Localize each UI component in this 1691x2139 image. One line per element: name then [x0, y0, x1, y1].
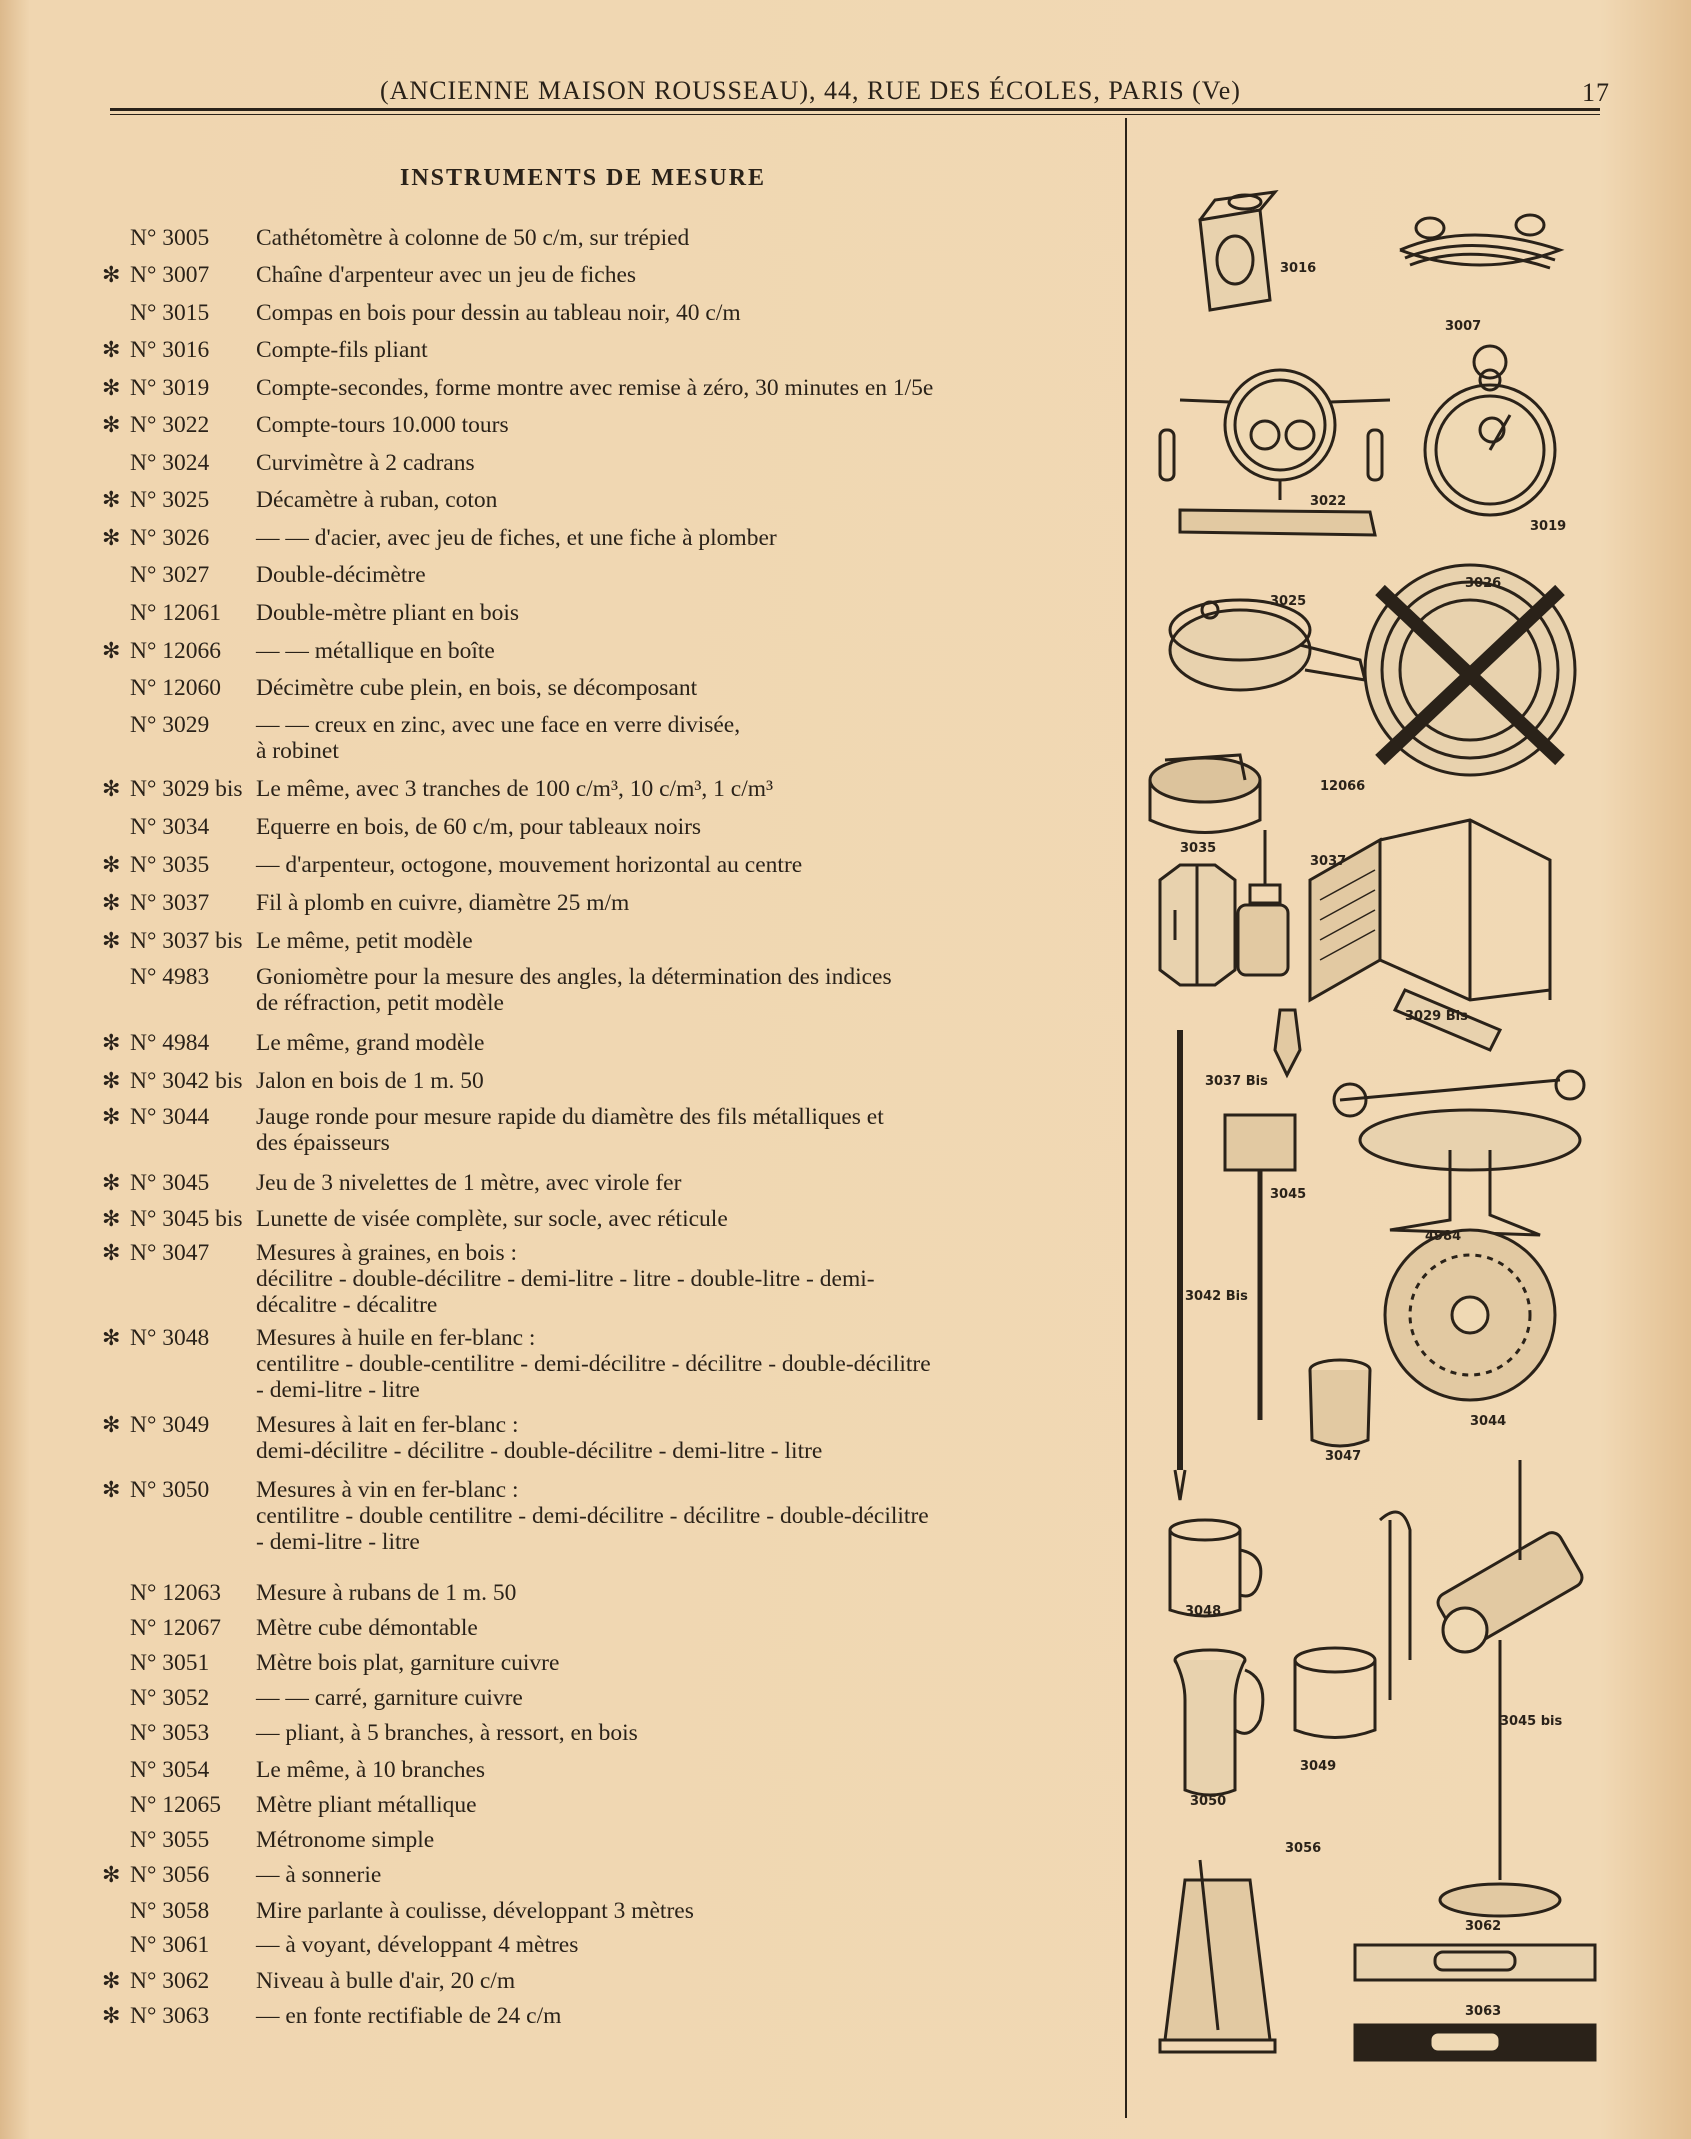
description-line: Compas en bois pour dessin au tableau noir, 40 c/m — [256, 300, 741, 326]
entry-number: N° 3050 — [130, 1477, 210, 1503]
entry-description — [256, 1720, 1106, 1746]
description-line: Chaîne d'arpenteur avec un jeu de fiches — [256, 262, 637, 288]
entry-description — [256, 487, 1106, 513]
decametre-coton-illustration — [1170, 600, 1365, 690]
fig-3016: 3016 — [1280, 261, 1317, 276]
entry-number: N° 3052 — [130, 1685, 210, 1711]
description-line: Mètre bois plat, garniture cuivre — [256, 1650, 560, 1676]
description-line: — en fonte rectifiable de 24 c/m — [256, 2003, 562, 2029]
description-line: — — d'acier, avec jeu de fiches, et une fiche à plomber — [256, 525, 777, 551]
entry-number: N° 3042 bis — [130, 1068, 243, 1094]
description-line: Métronome simple — [256, 1827, 435, 1853]
fig-3026: 3026 — [1465, 576, 1502, 591]
fig-3029bis: 3029 Bis — [1405, 1009, 1468, 1024]
entry-number: N° 3045 — [130, 1170, 210, 1196]
description-line: — à voyant, développant 4 mètres — [256, 1932, 579, 1958]
fig-3062: 3062 — [1465, 1919, 1502, 1934]
entry-number: N° 3047 — [130, 1240, 210, 1266]
description-line: — — métallique en boîte — [256, 638, 495, 664]
entry-description — [256, 525, 1106, 551]
decametre-acier-illustration — [1365, 565, 1575, 775]
description-line: Niveau à bulle d'air, 20 c/m — [256, 1968, 516, 1994]
star-marker: ✻ — [102, 1968, 121, 1993]
header-rule — [110, 108, 1600, 111]
equerre-octogone-illustration — [1160, 865, 1235, 985]
entry-description — [256, 450, 1106, 476]
entry-description — [256, 1068, 1106, 1094]
niveau-fonte-illustration — [1355, 2025, 1595, 2060]
fig-3047: 3047 — [1325, 1449, 1362, 1464]
lunette-visee-illustration — [1434, 1460, 1585, 1916]
star-marker: ✻ — [102, 1477, 121, 1502]
entry-description — [256, 300, 1106, 326]
star-marker: ✻ — [102, 1068, 121, 1093]
entry-description — [256, 1412, 1106, 1464]
entry-description — [256, 262, 1106, 288]
description-line: Décimètre cube plein, en bois, se décomposant — [256, 675, 698, 701]
entry-number: N° 3027 — [130, 562, 210, 588]
fig-3063: 3063 — [1465, 2004, 1502, 2019]
entry-description — [256, 337, 1106, 363]
fig-3042bis: 3042 Bis — [1185, 1289, 1248, 1304]
description-line: de réfraction, petit modèle — [256, 990, 504, 1016]
description-line: Fil à plomb en cuivre, diamètre 25 m/m — [256, 890, 630, 916]
entry-description — [256, 1240, 1106, 1318]
entry-description — [256, 1932, 1106, 1958]
description-line: Double-décimètre — [256, 562, 426, 588]
star-marker: ✻ — [102, 1030, 121, 1055]
fig-3037bis: 3037 Bis — [1205, 1074, 1268, 1089]
description-line: Le même, à 10 branches — [256, 1757, 486, 1783]
entry-number: N° 3026 — [130, 525, 210, 551]
entry-number: N° 3025 — [130, 487, 210, 513]
entry-number: N° 3037 bis — [130, 928, 243, 954]
entry-number: N° 3029 — [130, 712, 210, 738]
fil-plomb-petit-illustration — [1275, 1010, 1300, 1075]
entry-description — [256, 1862, 1106, 1888]
entry-number: N° 3029 bis — [130, 776, 243, 802]
star-marker: ✻ — [102, 1325, 121, 1350]
entry-number: N° 3015 — [130, 300, 210, 326]
description-line: Compte-fils pliant — [256, 337, 428, 363]
fig-3019: 3019 — [1530, 519, 1567, 534]
entry-number: N° 12066 — [130, 638, 221, 664]
star-marker: ✻ — [102, 375, 121, 400]
entry-number: N° 12060 — [130, 675, 221, 701]
fig-3049: 3049 — [1300, 1759, 1337, 1774]
nivelette-illustration — [1225, 1115, 1295, 1420]
star-marker: ✻ — [102, 1412, 121, 1437]
entry-description — [256, 928, 1106, 954]
description-line: Compte-tours 10.000 tours — [256, 412, 509, 438]
description-line: Double-mètre pliant en bois — [256, 600, 519, 626]
star-marker: ✻ — [102, 890, 121, 915]
jauge-illustration — [1385, 1230, 1555, 1400]
entry-number: N° 3044 — [130, 1104, 210, 1130]
compte-tours-illustration — [1160, 370, 1390, 535]
description-line: décilitre - double-décilitre - demi-litre - litre - double-litre - demi- — [256, 1266, 875, 1292]
description-line: Jeu de 3 nivelettes de 1 mètre, avec virole fer — [256, 1170, 682, 1196]
entry-description — [256, 1580, 1106, 1606]
entry-description — [256, 675, 1106, 701]
description-line: Mesures à vin en fer-blanc : — [256, 1477, 519, 1503]
description-line: Mire parlante à coulisse, développant 3 mètres — [256, 1898, 694, 1924]
goniometre-illustration — [1334, 1071, 1584, 1235]
description-line: Mètre pliant métallique — [256, 1792, 477, 1818]
description-line: — — carré, garniture cuivre — [256, 1685, 523, 1711]
niveau-bulle-illustration — [1355, 1945, 1595, 1980]
entry-description — [256, 2003, 1106, 2029]
description-line: demi-décilitre - décilitre - double-décilitre - demi-litre - litre — [256, 1438, 823, 1464]
fig-3022: 3022 — [1310, 494, 1347, 509]
star-marker: ✻ — [102, 525, 121, 550]
entry-number: N° 12063 — [130, 1580, 221, 1606]
section-title: INSTRUMENTS DE MESURE — [400, 165, 767, 191]
description-line: — à sonnerie — [256, 1862, 382, 1888]
entry-number: N° 3019 — [130, 375, 210, 401]
entry-description — [256, 1030, 1106, 1056]
description-line: Le même, avec 3 tranches de 100 c/m³, 10 c/m³, 1 c/m³ — [256, 776, 774, 802]
fig-3007: 3007 — [1445, 319, 1482, 334]
entry-number: N° 3055 — [130, 1827, 210, 1853]
entry-description — [256, 712, 1106, 764]
fil-plomb-illustration — [1238, 830, 1288, 975]
entry-description — [256, 375, 1106, 401]
page-header — [110, 72, 1610, 112]
description-line: Mesures à lait en fer-blanc : — [256, 1412, 519, 1438]
description-line: Décamètre à ruban, coton — [256, 487, 498, 513]
chaine-illustration — [1400, 215, 1560, 268]
metre-boite-illustration — [1150, 755, 1260, 833]
star-marker: ✻ — [102, 852, 121, 877]
header-rule-thin — [110, 114, 1600, 115]
star-marker: ✻ — [102, 1240, 121, 1265]
entry-description — [256, 225, 1106, 251]
fig-12066: 12066 — [1320, 779, 1366, 794]
entry-description — [256, 814, 1106, 840]
star-marker: ✻ — [102, 1206, 121, 1231]
star-marker: ✻ — [102, 2003, 121, 2028]
entry-description — [256, 1477, 1106, 1555]
entry-number: N° 3045 bis — [130, 1206, 243, 1232]
entry-number: N° 3062 — [130, 1968, 210, 1994]
entry-number: N° 3048 — [130, 1325, 210, 1351]
description-line: — — creux en zinc, avec une face en verre divisée, — [256, 712, 741, 738]
star-marker: ✻ — [102, 928, 121, 953]
description-line: - demi-litre - litre — [256, 1377, 420, 1403]
fig-4984: 4984 — [1425, 1229, 1462, 1244]
mesure-huile-illustration — [1170, 1520, 1261, 1616]
star-marker: ✻ — [102, 638, 121, 663]
fig-3050: 3050 — [1190, 1794, 1227, 1809]
mesure-lait-illustration — [1295, 1512, 1410, 1738]
star-marker: ✻ — [102, 412, 121, 437]
entry-number: N° 12061 — [130, 600, 221, 626]
entry-number: N° 3005 — [130, 225, 210, 251]
entry-description — [256, 1325, 1106, 1403]
star-marker: ✻ — [102, 337, 121, 362]
entry-description — [256, 1968, 1106, 1994]
illustrations-column — [1140, 140, 1620, 2120]
star-marker: ✻ — [102, 262, 121, 287]
compte-secondes-illustration — [1425, 346, 1555, 515]
description-line: - demi-litre - litre — [256, 1529, 420, 1555]
description-line: Le même, petit modèle — [256, 928, 473, 954]
entry-description — [256, 1827, 1106, 1853]
fig-3045bis: 3045 bis — [1500, 1714, 1563, 1729]
description-line: centilitre - double-centilitre - demi-décilitre - décilitre - double-décilitre — [256, 1351, 931, 1377]
entry-number: N° 3007 — [130, 262, 210, 288]
entry-number: N° 4983 — [130, 964, 210, 990]
fig-3045: 3045 — [1270, 1187, 1307, 1202]
entry-number: N° 3054 — [130, 1757, 210, 1783]
fig-3035: 3035 — [1180, 841, 1217, 856]
jalon-illustration — [1175, 1030, 1185, 1500]
description-line: décalitre - décalitre — [256, 1292, 438, 1318]
entry-description — [256, 1170, 1106, 1196]
description-line: centilitre - double centilitre - demi-décilitre - décilitre - double-décilitre — [256, 1503, 929, 1529]
entry-description — [256, 600, 1106, 626]
star-marker: ✻ — [102, 1862, 121, 1887]
entry-number: N° 3035 — [130, 852, 210, 878]
entry-description — [256, 1206, 1106, 1232]
entry-number: N° 3022 — [130, 412, 210, 438]
description-line: Le même, grand modèle — [256, 1030, 485, 1056]
fig-3037: 3037 — [1310, 854, 1347, 869]
description-line: Mesures à huile en fer-blanc : — [256, 1325, 536, 1351]
mesure-vin-illustration — [1175, 1650, 1263, 1795]
entry-number: N° 3051 — [130, 1650, 210, 1676]
description-line: Goniomètre pour la mesure des angles, la détermination des indices — [256, 964, 892, 990]
entry-description — [256, 1685, 1106, 1711]
description-line: Jauge ronde pour mesure rapide du diamètre des fils métalliques et — [256, 1104, 884, 1130]
description-line: — pliant, à 5 branches, à ressort, en bois — [256, 1720, 638, 1746]
entry-number: N° 3049 — [130, 1412, 210, 1438]
entry-description — [256, 776, 1106, 802]
entry-number: N° 3063 — [130, 2003, 210, 2029]
entry-number: N° 12065 — [130, 1792, 221, 1818]
metronome-illustration — [1160, 1860, 1275, 2052]
entry-number: N° 3016 — [130, 337, 210, 363]
entry-number: N° 3034 — [130, 814, 210, 840]
description-line: Mètre cube démontable — [256, 1615, 478, 1641]
entry-description — [256, 1757, 1106, 1783]
star-marker: ✻ — [102, 487, 121, 512]
star-marker: ✻ — [102, 776, 121, 801]
entry-description — [256, 1792, 1106, 1818]
star-marker: ✻ — [102, 1104, 121, 1129]
description-line: à robinet — [256, 738, 339, 764]
entry-number: N° 12067 — [130, 1615, 221, 1641]
entry-description — [256, 412, 1106, 438]
entry-description — [256, 1898, 1106, 1924]
description-line: — d'arpenteur, octogone, mouvement horizontal au centre — [256, 852, 803, 878]
description-line: Mesure à rubans de 1 m. 50 — [256, 1580, 517, 1606]
entry-number: N° 3024 — [130, 450, 210, 476]
description-line: Lunette de visée complète, sur socle, avec réticule — [256, 1206, 728, 1232]
description-line: Jalon en bois de 1 m. 50 — [256, 1068, 484, 1094]
entry-description — [256, 964, 1106, 1016]
entry-number: N° 3056 — [130, 1862, 210, 1888]
star-marker: ✻ — [102, 1170, 121, 1195]
mesure-graines-illustration — [1310, 1360, 1370, 1446]
description-line: Equerre en bois, de 60 c/m, pour tableaux noirs — [256, 814, 702, 840]
entry-description — [256, 852, 1106, 878]
description-line: Cathétomètre à colonne de 50 c/m, sur trépied — [256, 225, 690, 251]
fig-3056: 3056 — [1285, 1841, 1322, 1856]
compte-fils-illustration — [1200, 192, 1275, 310]
description-line: Mesures à graines, en bois : — [256, 1240, 518, 1266]
entry-description — [256, 1615, 1106, 1641]
entry-number: N° 3061 — [130, 1932, 210, 1958]
page-number: 17 — [1582, 78, 1610, 107]
entry-description — [256, 638, 1106, 664]
description-line: des épaisseurs — [256, 1130, 390, 1156]
fig-3048: 3048 — [1185, 1604, 1222, 1619]
entry-number: N° 3058 — [130, 1898, 210, 1924]
entry-description — [256, 1104, 1106, 1156]
fig-3025: 3025 — [1270, 594, 1307, 609]
entry-number: N° 3053 — [130, 1720, 210, 1746]
header-text: (ANCIENNE MAISON ROUSSEAU), 44, RUE DES ÉCOLES, PARIS (Ve) — [380, 76, 1241, 105]
column-divider — [1125, 118, 1127, 2118]
description-line: Curvimètre à 2 cadrans — [256, 450, 475, 476]
description-line: Compte-secondes, forme montre avec remise à zéro, 30 minutes en 1/5e — [256, 375, 934, 401]
entry-number: N° 4984 — [130, 1030, 210, 1056]
entry-description — [256, 562, 1106, 588]
entry-number: N° 3037 — [130, 890, 210, 916]
entry-description — [256, 890, 1106, 916]
fig-3044: 3044 — [1470, 1414, 1507, 1429]
entry-description — [256, 1650, 1106, 1676]
